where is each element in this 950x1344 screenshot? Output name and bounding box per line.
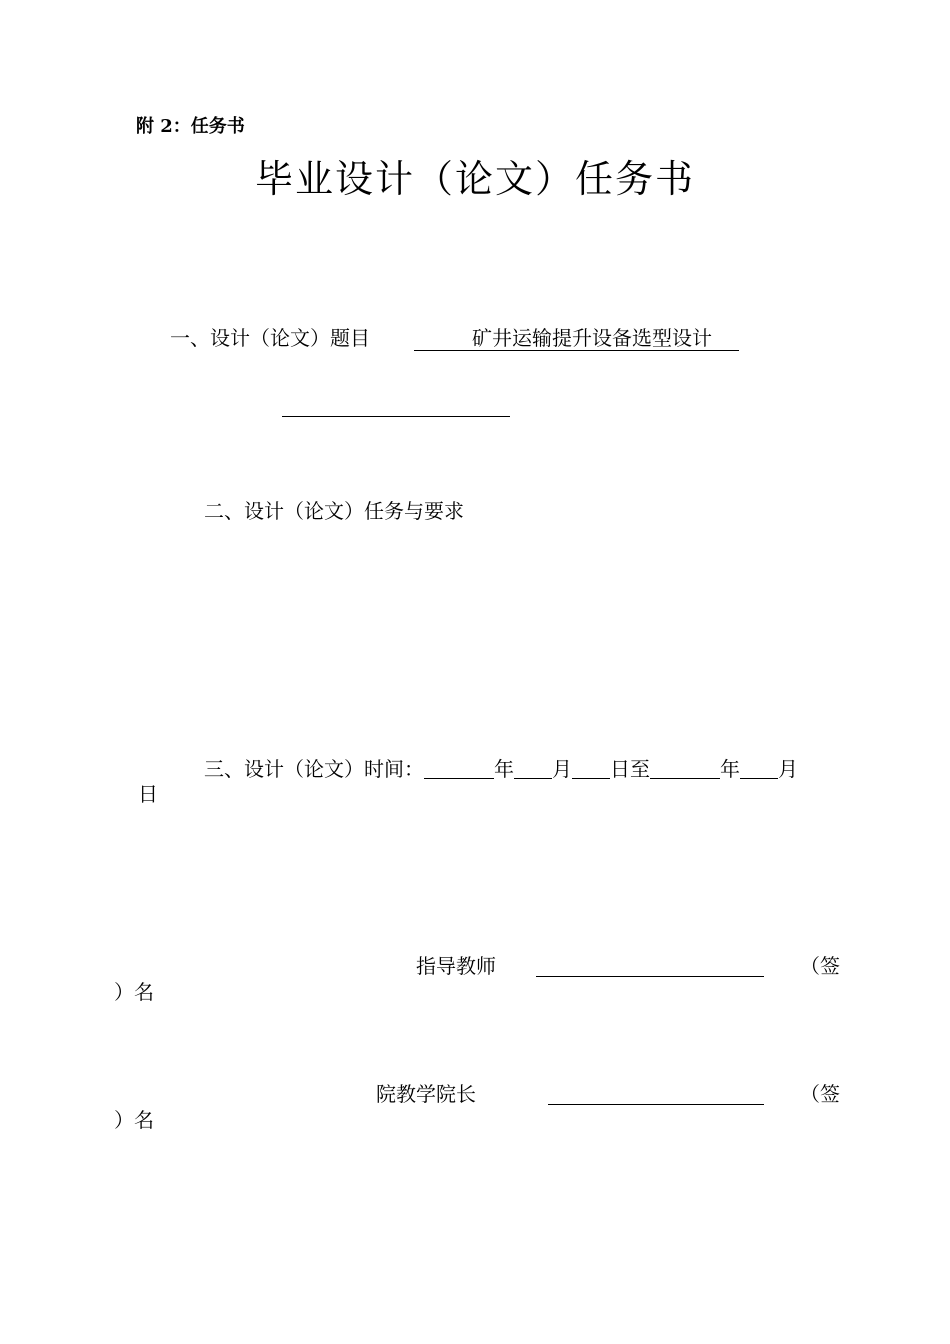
thesis-title-field[interactable]: 矿井运输提升设备选型设计 bbox=[414, 328, 739, 351]
dean-signature-field[interactable] bbox=[548, 1104, 764, 1105]
dean-sign-open: （签 bbox=[800, 1082, 840, 1106]
section3-time-row bbox=[204, 758, 798, 779]
section3-label: 三、设计（论文）时间： bbox=[204, 757, 424, 781]
section2-label: 二、设计（论文）任务与要求 bbox=[204, 499, 464, 523]
document-title: 毕业设计（论文）任务书 bbox=[254, 157, 695, 201]
advisor-sign-close: ）名 bbox=[114, 980, 154, 1004]
dean-label: 院教学院长 bbox=[376, 1082, 476, 1106]
end-year-field[interactable] bbox=[650, 758, 720, 779]
title-continuation-line bbox=[282, 416, 510, 417]
advisor-label: 指导教师 bbox=[416, 954, 496, 978]
end-day-unit: 日 bbox=[138, 782, 158, 806]
month-unit: 月 bbox=[552, 757, 572, 781]
year-unit-2: 年 bbox=[720, 757, 740, 781]
year-unit: 年 bbox=[494, 757, 514, 781]
start-year-field[interactable] bbox=[424, 758, 494, 779]
month-unit-2: 月 bbox=[778, 757, 798, 781]
dean-sign-close: ）名 bbox=[114, 1108, 154, 1132]
advisor-signature-field[interactable] bbox=[536, 976, 764, 977]
start-month-field[interactable] bbox=[514, 758, 552, 779]
attachment-label: 附 2：任务书 bbox=[136, 116, 245, 137]
day-to-unit: 日至 bbox=[610, 757, 650, 781]
section1-label: 一、设计（论文）题目 bbox=[170, 326, 370, 350]
end-month-field[interactable] bbox=[740, 758, 778, 779]
advisor-sign-open: （签 bbox=[800, 954, 840, 978]
start-day-field[interactable] bbox=[572, 758, 610, 779]
